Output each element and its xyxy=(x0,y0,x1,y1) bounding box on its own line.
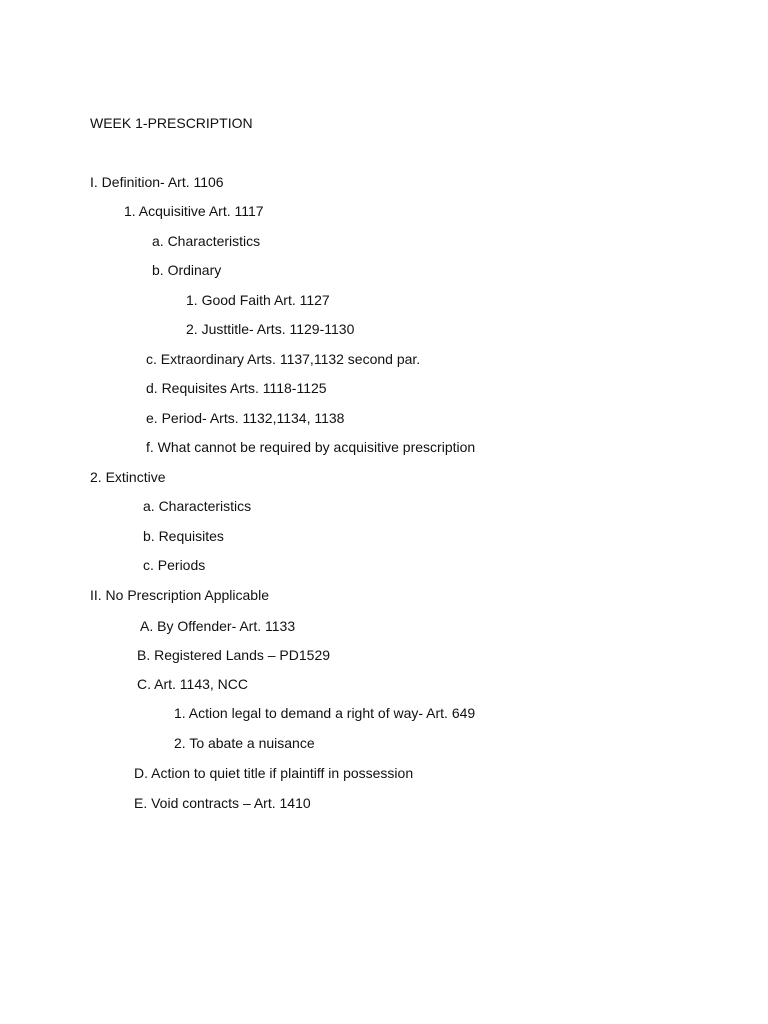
outline-item: 2. To abate a nuisance xyxy=(174,735,315,751)
outline-item: D. Action to quiet title if plaintiff in possession xyxy=(134,765,414,781)
document-title: WEEK 1-PRESCRIPTION xyxy=(90,115,253,131)
outline-item: 1. Action legal to demand a right of way- Art. 649 xyxy=(174,705,476,721)
outline-item: C. Art. 1143, NCC xyxy=(137,676,249,692)
outline-item: II. No Prescription Applicable xyxy=(90,587,269,603)
outline-item: 1. Good Faith Art. 1127 xyxy=(186,292,330,308)
outline-item: b. Requisites xyxy=(143,528,224,544)
outline-item: a. Characteristics xyxy=(143,498,252,514)
outline-item: E. Void contracts – Art. 1410 xyxy=(134,795,311,811)
outline-item: 2. Justtitle- Arts. 1129-1130 xyxy=(186,321,355,337)
outline-item: a. Characteristics xyxy=(152,233,261,249)
outline-item: A. By Offender- Art. 1133 xyxy=(140,618,296,634)
outline-item: b. Ordinary xyxy=(152,262,222,278)
outline-item: I. Definition- Art. 1106 xyxy=(90,174,224,190)
outline-item: 2. Extinctive xyxy=(90,469,166,485)
outline-item: f. What cannot be required by acquisitive prescription xyxy=(146,439,476,455)
outline-item: 1. Acquisitive Art. 1117 xyxy=(124,203,264,219)
outline-item: e. Period- Arts. 1132,1134, 1138 xyxy=(146,410,345,426)
outline-item: B. Registered Lands – PD1529 xyxy=(137,647,331,663)
outline-item: c. Extraordinary Arts. 1137,1132 second par. xyxy=(146,351,421,367)
outline-item: c. Periods xyxy=(143,557,206,573)
outline-item: d. Requisites Arts. 1118-1125 xyxy=(146,380,327,396)
